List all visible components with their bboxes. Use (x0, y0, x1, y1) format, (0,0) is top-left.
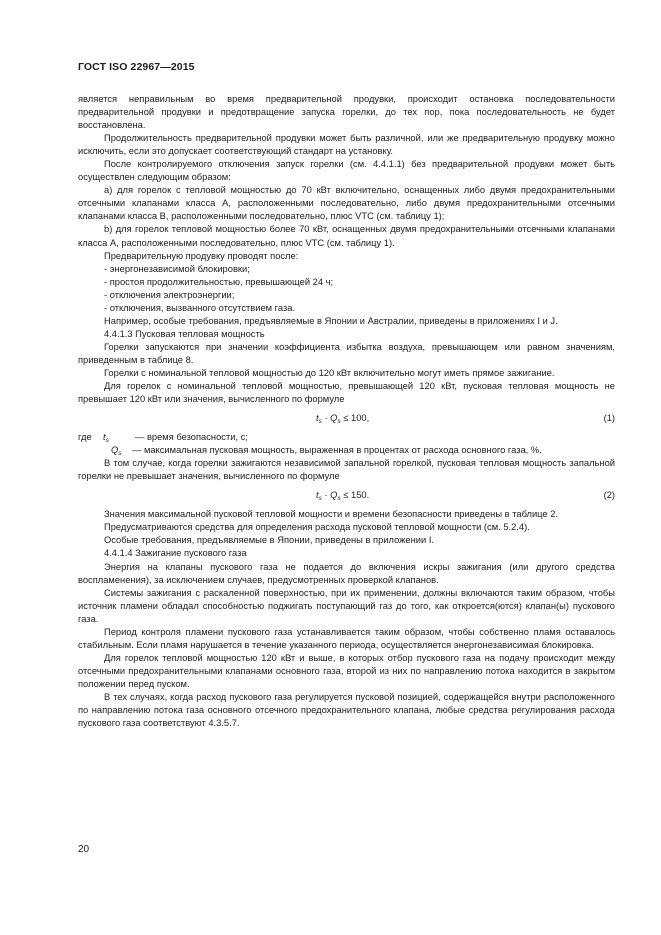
paragraph: Предварительную продувку проводят после: (104, 250, 299, 261)
formula-op: ≤ 100, (340, 413, 370, 424)
formula-op: · (321, 490, 331, 501)
document-header: ГОСТ ISO 22967—2015 (78, 61, 195, 73)
symbol-description: — время безопасности, с; (135, 432, 248, 443)
section-heading: 4.4.1.4 Зажигание пускового газа (104, 548, 247, 559)
symbol-sub: s (105, 437, 109, 445)
symbol-var: Q (111, 445, 119, 456)
formula-sub: s (337, 418, 341, 426)
formula-sub: s (318, 418, 322, 426)
formula-var: Q (330, 490, 338, 501)
formula-op: · (321, 413, 331, 424)
paragraph: В том случае, когда горелки зажигаются независимой запальной горелкой, пусковая тепловая мощность запальной горелки не превышает значения, вычисленного по формуле (78, 458, 615, 482)
formula-2 (78, 483, 615, 508)
paragraph: Значения максимальной пусковой тепловой мощности и времени безопасности приведены в таблице 2. (104, 509, 559, 520)
formula-var: Q (330, 413, 338, 424)
paragraph: Горелки с номинальной тепловой мощностью до 120 кВт включительно могут иметь прямое зажигание. (104, 367, 555, 378)
list-item-a: a) для горелок с тепловой мощностью до 70 кВт включительно, оснащенных либо двумя предохранительными отсечными клапанами класса А, расположенными последовательно, либо двумя предохранительными отсечными клапанами класса В, расположенными последовательно, плюс VTC (см. таблицу 1); (78, 185, 615, 222)
paragraph: Период контроля пламени пускового газа устанавливается таким образом, чтобы собственно пламя оставалось стабильным. Если пламя нарушается в течение указанного периода, осуществляется энергонезависимая блокировка. (78, 626, 615, 650)
list-item: - отключения, вызванного отсутствием газа. (104, 302, 296, 313)
formula-sub: s (337, 495, 341, 503)
formula-expression (316, 406, 369, 434)
formula-op: ≤ 150. (340, 490, 370, 501)
list-item: - простоя продолжительностью, превышающей 24 ч; (104, 276, 334, 287)
section-heading: 4.4.1.3 Пусковая тепловая мощность (104, 328, 265, 339)
paragraph: является неправильным во время предварительной продувки, происходит остановка последовательности предварительной продувки и предотвращение запуска горелки, до тех пор, пока последовательность не будет восстановлена. (78, 94, 615, 131)
symbol-q (111, 444, 122, 460)
formula-number: (1) (603, 413, 615, 424)
symbol-description: — максимальная пусковая мощность, выраженная в процентах от расхода основного газа, %. (132, 445, 542, 456)
list-item: - энергонезависимой блокировки; (104, 263, 250, 274)
paragraph: Энергия на клапаны пускового газа не подается до включения искры зажигания (или другого средства воспламенения), за исключением случаев, предусмотренных проверкой клапанов. (78, 561, 615, 585)
list-item-b: b) для горелок тепловой мощностью более 70 кВт, оснащенных двумя предохранительными отсечными клапанами класса А, расположенными последовательно, плюс VTC (см. таблицу 1). (78, 224, 615, 248)
paragraph: В тех случаях, когда расход пускового газа регулируется пусковой позицией, содержащейся внутри расположенного по направлению потока газа основного отсечного предохранительного клапана, любые средства регулирования расхода пускового газа соответствуют 4.3.5.7. (78, 691, 615, 729)
document-body (78, 93, 615, 730)
symbol-var: t (103, 432, 106, 443)
formula-expression (316, 483, 369, 511)
formula-var: t (316, 490, 319, 501)
formula-var: t (316, 413, 319, 424)
paragraph: Для горелок тепловой мощностью 120 кВт и выше, в которых отбор пускового газа на подачу происходит между отсечными предохранительными клапанами основного газа, второй из них по направлению потока находится в закрытом положении перед пуском. (78, 652, 615, 689)
where-q (78, 444, 615, 457)
formula-number: (2) (603, 490, 615, 501)
paragraph: Например, особые требования, предъявляемые в Японии и Австралии, приведены в приложениях I и J. (104, 315, 558, 326)
paragraph: Предусматриваются средства для определения расхода пусковой тепловой мощности (см. 5.2.4). (104, 522, 530, 533)
paragraph: Системы зажигания с раскаленной поверхностью, при их применении, должны включаются таким образом, чтобы источник пламени обладал способностью поджигать поступающий газ до того, как откроется(ются) клапан(ы) пускового газа. (78, 587, 615, 624)
paragraph: После контролируемого отключения запуск горелки (см. 4.4.1.1) без предварительной продувки может быть осуществлен следующим образом: (78, 159, 615, 183)
where-t (78, 431, 615, 444)
paragraph: Особые требования, предъявляемые в Японии, приведены в приложении I. (104, 535, 435, 546)
page-number: 20 (78, 844, 90, 855)
formula-1 (78, 406, 615, 431)
where-label: где (78, 432, 92, 443)
paragraph: Горелки запускаются при значении коэффициента избытка воздуха, превышающем или равном значениям, приведенным в таблице 8. (78, 341, 615, 365)
formula-sub: s (318, 495, 322, 503)
symbol-sub: s (118, 450, 122, 458)
paragraph: Для горелок с номинальной тепловой мощностью, превышающей 120 кВт, пусковая тепловая мощность не превышает 120 кВт или значения, вычисленного по формуле (78, 381, 615, 405)
list-item: - отключения электроэнергии; (104, 289, 235, 300)
paragraph: Продолжительность предварительной продувки может быть различной, или же предварительную продувку можно исключить, если это допускает соответствующий стандарт на установку. (78, 133, 615, 157)
